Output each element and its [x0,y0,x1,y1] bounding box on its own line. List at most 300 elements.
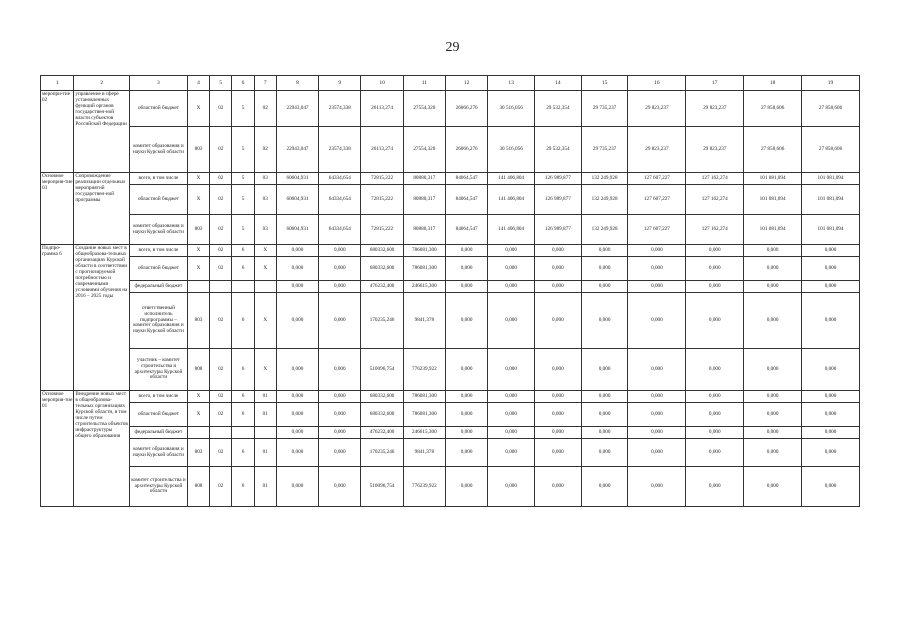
value-cell: 0,000 [488,281,535,293]
table-row [41,257,860,281]
value-cell: 246615,300 [403,427,445,439]
funding-source-cell: комитет образования и науки Курской области [130,127,188,173]
value-cell: 72815,222 [361,215,403,245]
value-cell: 0,000 [445,293,487,349]
value-cell: 127 607,227 [628,185,686,215]
table-row [41,391,860,403]
value-cell: 0,000 [488,257,535,281]
program-status-cell: меропри-тие 02 [41,91,74,173]
column-number: 4 [187,76,209,91]
value-cell: 0,000 [686,439,744,467]
funding-source-cell: областной бюджет [130,403,188,427]
table-row [41,91,860,127]
value-cell: 6 [232,293,254,349]
value-cell: 0,000 [276,427,318,439]
value-cell: 0,000 [802,349,860,391]
value-cell: 0,000 [319,467,361,507]
value-cell: 0,000 [802,391,860,403]
value-cell: 6 [232,403,254,427]
value-cell [232,281,254,293]
value-cell: 0,000 [319,245,361,257]
value-cell: 0,000 [319,403,361,427]
value-cell: X [187,245,209,257]
value-cell: 72815,222 [361,185,403,215]
program-status-cell: Основное мероприя-тие 03 [41,173,74,245]
program-name-cell: управление в сфере установленных функций органов государствен-ной власти субъектов Российской Федерации [74,91,130,173]
value-cell: 170235,246 [361,439,403,467]
column-number: 16 [628,76,686,91]
value-cell: 02 [210,185,232,215]
value-cell: 0,000 [686,403,744,427]
value-cell: 01 [254,391,276,403]
column-number: 3 [130,76,188,91]
value-cell: 0,000 [744,245,802,257]
program-name-cell: Внедрение новых мест в общеобразова-тельных организациях Курской области, в том числе путем строительства объектов инфраструктуры общего образования [74,391,130,507]
value-cell: 26066,276 [445,127,487,173]
value-cell: 27554,320 [403,127,445,173]
value-cell: 0,000 [744,293,802,349]
value-cell: 02 [210,403,232,427]
column-number: 17 [686,76,744,91]
value-cell: 27 858,606 [802,91,860,127]
column-number: 15 [581,76,628,91]
value-cell: 0,000 [628,427,686,439]
table-row [41,439,860,467]
value-cell: 786081,300 [403,257,445,281]
value-cell: 0,000 [445,349,487,391]
value-cell: 02 [210,293,232,349]
value-cell: 6 [232,391,254,403]
value-cell: 101 081,094 [802,173,860,185]
value-cell: 0,000 [581,439,628,467]
value-cell: 0,000 [445,257,487,281]
value-cell: 0,000 [628,391,686,403]
value-cell: 101 081,094 [802,185,860,215]
value-cell: 0,000 [581,427,628,439]
funding-source-cell: федеральный бюджет [130,281,188,293]
column-number: 5 [210,76,232,91]
value-cell: 0,000 [628,439,686,467]
value-cell: 0,000 [276,439,318,467]
value-cell: X [187,91,209,127]
value-cell [232,427,254,439]
table-row [41,185,860,215]
value-cell: 0,000 [686,391,744,403]
value-cell: 786081,300 [403,391,445,403]
value-cell: 0,000 [802,467,860,507]
value-cell: 29 532,354 [535,91,582,127]
value-cell: 476232,400 [361,427,403,439]
value-cell: 680332,600 [361,245,403,257]
program-name-cell: Создание новых мест в общеобразова-тельных организациях Курской области в соответствии с прогнозируемой потребностью и современными условиями обучения на 2016 – 2025 годы [74,245,130,391]
table-row [41,245,860,257]
value-cell: 0,000 [744,391,802,403]
value-cell: 0,000 [581,403,628,427]
value-cell: 0,000 [802,439,860,467]
value-cell: 0,000 [581,245,628,257]
value-cell: 132 249,928 [581,215,628,245]
value-cell: 5 [232,127,254,173]
value-cell: 0,000 [802,427,860,439]
value-cell: 23574,338 [319,91,361,127]
value-cell: 02 [210,349,232,391]
value-cell: 0,000 [744,403,802,427]
value-cell: 0,000 [445,391,487,403]
column-number: 8 [276,76,318,91]
value-cell: 0,000 [535,427,582,439]
value-cell: 0,000 [628,257,686,281]
value-cell: 170235,246 [361,293,403,349]
value-cell: 510096,754 [361,349,403,391]
column-number: 7 [254,76,276,91]
value-cell: 9841,378 [403,293,445,349]
value-cell: 0,000 [628,349,686,391]
value-cell: 0,000 [319,391,361,403]
value-cell: 0,000 [488,391,535,403]
value-cell [210,281,232,293]
value-cell: 786081,300 [403,245,445,257]
value-cell: 0,000 [276,245,318,257]
table-row [41,293,860,349]
value-cell: 01 [254,403,276,427]
value-cell: 776239,922 [403,349,445,391]
value-cell: 0,000 [628,245,686,257]
value-cell: 0,000 [686,467,744,507]
value-cell: 0,000 [686,427,744,439]
value-cell: 786081,300 [403,403,445,427]
value-cell: 0,000 [581,257,628,281]
value-cell: 01 [254,467,276,507]
value-cell: 02 [254,91,276,127]
value-cell: 26113,274 [361,91,403,127]
value-cell: 5 [232,185,254,215]
value-cell: 5 [232,173,254,185]
column-number: 14 [535,76,582,91]
value-cell: 5 [232,91,254,127]
value-cell: 126 989,877 [535,215,582,245]
value-cell: 101 081,094 [802,215,860,245]
column-number: 19 [802,76,860,91]
value-cell: 5 [232,215,254,245]
value-cell: 141 406,804 [488,185,535,215]
value-cell: 60604,931 [276,215,318,245]
value-cell: 30 516,056 [488,91,535,127]
value-cell: 02 [254,127,276,173]
column-number: 13 [488,76,535,91]
value-cell: 246615,300 [403,281,445,293]
value-cell: 80880,317 [403,185,445,215]
value-cell: 29 823,237 [628,127,686,173]
value-cell: 0,000 [488,467,535,507]
value-cell: 0,000 [319,281,361,293]
value-cell: 03 [254,185,276,215]
value-cell: 126 989,877 [535,173,582,185]
value-cell: 0,000 [319,293,361,349]
value-cell: 0,000 [445,403,487,427]
table-row [41,467,860,507]
value-cell: 680332,600 [361,403,403,427]
value-cell: 6 [232,349,254,391]
funding-source-cell: комитет образования и науки Курской области [130,215,188,245]
value-cell: 03 [254,173,276,185]
value-cell: X [254,349,276,391]
value-cell: 03 [254,215,276,245]
value-cell: 6 [232,467,254,507]
value-cell: 60604,931 [276,173,318,185]
value-cell: 0,000 [276,467,318,507]
value-cell: 0,000 [445,427,487,439]
value-cell: X [187,173,209,185]
value-cell: 680332,600 [361,391,403,403]
page-number: 29 [445,40,460,55]
value-cell: 127 162,274 [686,185,744,215]
value-cell: 0,000 [488,403,535,427]
value-cell: 0,000 [445,439,487,467]
value-cell: 01 [254,439,276,467]
value-cell: 510096,754 [361,467,403,507]
value-cell: 0,000 [802,403,860,427]
value-cell: 0,000 [802,245,860,257]
funding-source-cell: комитет образования и науки Курской области [130,439,188,467]
value-cell: 0,000 [445,467,487,507]
column-number: 12 [445,76,487,91]
value-cell: 80880,317 [403,215,445,245]
value-cell: 0,000 [488,245,535,257]
value-cell: 27 858,606 [744,127,802,173]
value-cell: X [187,257,209,281]
value-cell: 02 [210,257,232,281]
program-name-cell: Сопровождение реализации отдельных мероприятий государствен-ной программы [74,173,130,245]
value-cell: 84064,547 [445,185,487,215]
value-cell: 22943,047 [276,127,318,173]
value-cell: 101 081,094 [744,185,802,215]
column-number: 9 [319,76,361,91]
value-cell: 0,000 [744,427,802,439]
value-cell: 6 [232,257,254,281]
column-number: 1 [41,76,74,91]
value-cell: 29 823,237 [628,91,686,127]
value-cell: 29 735,237 [581,91,628,127]
table-row [41,215,860,245]
column-number: 2 [74,76,130,91]
funding-source-cell: участник – комитет строительства и архитектуры Курской области [130,349,188,391]
value-cell: 0,000 [276,349,318,391]
funding-source-cell: всего, в том числе [130,391,188,403]
value-cell [187,427,209,439]
value-cell: 141 406,804 [488,215,535,245]
value-cell: 0,000 [276,281,318,293]
table-row [41,349,860,391]
value-cell: 26113,274 [361,127,403,173]
value-cell: 0,000 [445,281,487,293]
value-cell: 0,000 [744,257,802,281]
value-cell: 141 406,804 [488,173,535,185]
value-cell: 803 [187,215,209,245]
value-cell: 0,000 [535,467,582,507]
value-cell: 0,000 [628,281,686,293]
table-row [41,173,860,185]
value-cell: 02 [210,91,232,127]
value-cell: 0,000 [686,293,744,349]
value-cell: 02 [210,391,232,403]
value-cell: 803 [187,293,209,349]
value-cell: 0,000 [535,391,582,403]
column-number: 11 [403,76,445,91]
value-cell: 0,000 [488,349,535,391]
value-cell [210,427,232,439]
value-cell: 0,000 [319,439,361,467]
value-cell: X [254,245,276,257]
value-cell: 72815,222 [361,173,403,185]
value-cell [254,281,276,293]
value-cell: 0,000 [535,349,582,391]
value-cell: 29 823,237 [686,127,744,173]
value-cell: 0,000 [535,281,582,293]
funding-source-cell: всего, в том числе [130,245,188,257]
value-cell: 0,000 [628,293,686,349]
value-cell: 476232,400 [361,281,403,293]
value-cell: 101 081,094 [744,215,802,245]
value-cell: 0,000 [744,349,802,391]
value-cell: 29 735,237 [581,127,628,173]
value-cell: 127 607,227 [628,215,686,245]
value-cell: 26066,276 [445,91,487,127]
value-cell: 0,000 [581,349,628,391]
value-cell: 0,000 [686,245,744,257]
value-cell [254,427,276,439]
table-row [41,403,860,427]
value-cell: 60604,931 [276,185,318,215]
value-cell: 6 [232,439,254,467]
value-cell: 29 823,237 [686,91,744,127]
column-number-row [41,76,860,91]
column-number: 18 [744,76,802,91]
value-cell: 127 162,274 [686,173,744,185]
value-cell: 0,000 [744,281,802,293]
value-cell: 02 [210,467,232,507]
funding-source-cell: комитет строительства и архитектуры Курской области [130,467,188,507]
value-cell: 27 858,606 [802,127,860,173]
value-cell: 0,000 [276,403,318,427]
value-cell: 132 249,928 [581,173,628,185]
value-cell: 64334,654 [319,173,361,185]
value-cell: 0,000 [319,349,361,391]
program-status-cell: Подпро-грамма 6 [41,245,74,391]
value-cell: 0,000 [744,439,802,467]
value-cell: 84064,547 [445,215,487,245]
value-cell: 0,000 [581,391,628,403]
value-cell: 126 989,877 [535,185,582,215]
value-cell: 0,000 [276,293,318,349]
value-cell: 23574,338 [319,127,361,173]
value-cell: 0,000 [276,391,318,403]
value-cell: 0,000 [488,293,535,349]
funding-source-cell: ответственный исполнитель подпрограммы – комитет образования и науки Курской области [130,293,188,349]
value-cell: 27554,320 [403,91,445,127]
column-number: 10 [361,76,403,91]
funding-source-cell: всего, в том числе [130,173,188,185]
value-cell [187,281,209,293]
value-cell: 02 [210,127,232,173]
value-cell: 02 [210,439,232,467]
value-cell: 02 [210,245,232,257]
value-cell: 127 607,227 [628,173,686,185]
value-cell: 101 081,094 [744,173,802,185]
value-cell: 0,000 [581,467,628,507]
value-cell: X [187,403,209,427]
column-number: 6 [232,76,254,91]
value-cell: 0,000 [535,439,582,467]
value-cell: 680332,600 [361,257,403,281]
value-cell: 776239,922 [403,467,445,507]
value-cell: 80880,317 [403,173,445,185]
value-cell: 0,000 [319,427,361,439]
value-cell: 29 532,354 [535,127,582,173]
value-cell: 02 [210,215,232,245]
value-cell: 0,000 [319,257,361,281]
value-cell: X [187,185,209,215]
value-cell: 808 [187,467,209,507]
value-cell: 0,000 [581,293,628,349]
table-row [41,127,860,173]
value-cell: 127 162,274 [686,215,744,245]
value-cell: 84064,547 [445,173,487,185]
value-cell: X [254,293,276,349]
value-cell: 0,000 [488,427,535,439]
value-cell: 9841,378 [403,439,445,467]
value-cell: 0,000 [802,281,860,293]
value-cell: 64334,654 [319,215,361,245]
value-cell: 0,000 [628,467,686,507]
value-cell: 803 [187,127,209,173]
value-cell: 0,000 [581,281,628,293]
funding-source-cell: областной бюджет [130,185,188,215]
value-cell: 64334,654 [319,185,361,215]
funding-source-cell: областной бюджет [130,257,188,281]
table-row [41,427,860,439]
value-cell: 22943,047 [276,91,318,127]
value-cell: 0,000 [686,281,744,293]
funding-source-cell: областной бюджет [130,91,188,127]
value-cell: 0,000 [802,293,860,349]
value-cell: 0,000 [488,439,535,467]
program-status-cell: Основное мероприя-тие 01 [41,391,74,507]
value-cell: X [254,257,276,281]
value-cell: 0,000 [686,257,744,281]
value-cell: 0,000 [744,467,802,507]
value-cell: 132 249,928 [581,185,628,215]
budget-table [40,75,860,507]
value-cell: 0,000 [802,257,860,281]
value-cell: 30 516,056 [488,127,535,173]
value-cell: 0,000 [276,257,318,281]
value-cell: X [187,391,209,403]
value-cell: 0,000 [445,245,487,257]
value-cell: 803 [187,439,209,467]
value-cell: 808 [187,349,209,391]
value-cell: 0,000 [535,257,582,281]
funding-source-cell: федеральный бюджет [130,427,188,439]
table-row [41,281,860,293]
value-cell: 6 [232,245,254,257]
value-cell: 0,000 [628,403,686,427]
value-cell: 0,000 [686,349,744,391]
value-cell: 0,000 [535,403,582,427]
value-cell: 0,000 [535,293,582,349]
value-cell: 02 [210,173,232,185]
value-cell: 0,000 [535,245,582,257]
value-cell: 27 858,606 [744,91,802,127]
